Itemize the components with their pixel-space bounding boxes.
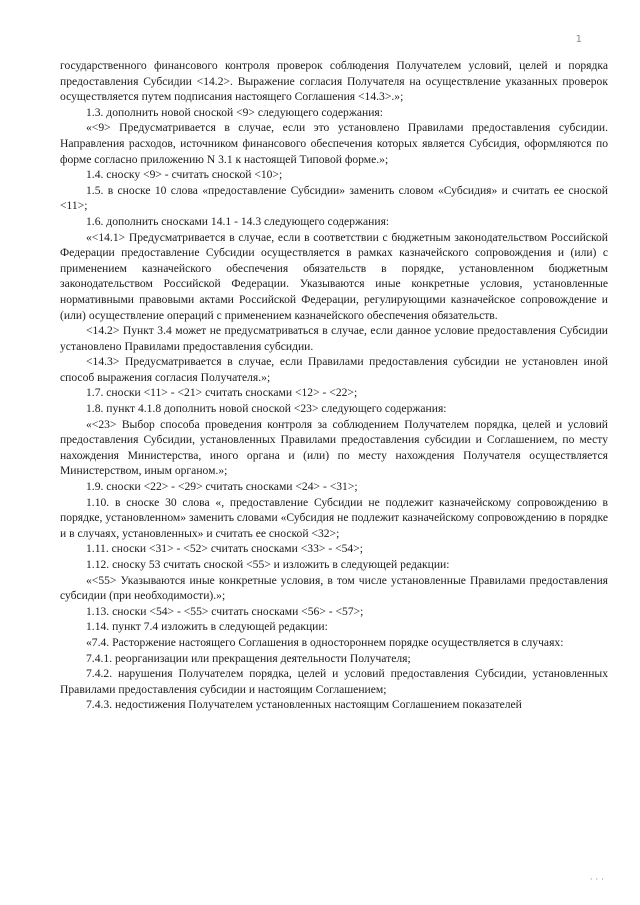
paragraph: 1.8. пункт 4.1.8 дополнить новой сноской <23> следующего содержания: xyxy=(86,402,447,416)
paragraph: 1.13. сноски <54> - <55> считать сносками <56> - <57>; xyxy=(86,604,364,618)
paragraph: «<14.1> Предусматривается в случае, если в соответствии с бюджетным законодательством Российской Федерации предоставление Субсидии осуществляется в рамках казначейского сопровождения и (или) с применением казначейского обеспечения обязательств в порядке, установленном бюджетным законодательством Российской Федерации. Указываются иные конкретные условия, установленные нормативными правовыми актами Российской Федерации, регулирующими казначейское сопровождение и (или) осуществление операций с применением казначейского обеспечения обязательств. xyxy=(60,230,608,322)
paragraph: 7.4.1. реорганизации или прекращения деятельности Получателя; xyxy=(86,651,411,665)
paragraph: «7.4. Расторжение настоящего Соглашения в одностороннем порядке осуществляется в случаях: xyxy=(86,635,564,649)
paragraph: 7.4.2. нарушения Получателем порядка, целей и условий предоставления Субсидии, установленных Правилами предоставления субсидии и настоящим Соглашением; xyxy=(60,667,608,696)
paragraph: 1.10. в сноске 30 слова «, предоставление Субсидии не подлежит казначейскому сопровождению в порядке, установленном» заменить словами «Субсидия не подлежит казначейскому сопровождению в порядке и в случаях, установленных» и считать ее сноской <32>; xyxy=(60,495,608,540)
paragraph: <14.3> Предусматривается в случае, если Правилами предоставления субсидии не установлен иной способ выражения согласия Получателя.»; xyxy=(60,355,608,384)
paragraph: 1.3. дополнить новой сноской <9> следующего содержания: xyxy=(86,105,383,119)
page-bottom-mark: · · · xyxy=(589,875,604,885)
paragraph: <14.2> Пункт 3.4 может не предусматриваться в случае, если данное условие предоставления Субсидии установлено Правилами предоставления субсидии. xyxy=(60,324,608,353)
paragraph: 1.7. сноски <11> - <21> считать сносками <12> - <22>; xyxy=(86,386,358,400)
paragraph: 1.12. сноску 53 считать сноской <55> и изложить в следующей редакции: xyxy=(86,558,450,571)
paragraph: «<55> Указываются иные конкретные условия, в том числе установленные Правилами предоставления субсидии (при необходимости).»; xyxy=(60,573,608,603)
page-corner-mark: 1 xyxy=(575,34,582,45)
paragraph: 1.9. сноски <22> - <29> считать сносками <24> - <31>; xyxy=(86,480,358,494)
paragraph: 1.4. сноску <9> - считать сноской <10>; xyxy=(86,168,283,182)
paragraph: государственного финансового контроля проверок соблюдения Получателем условий, целей и порядка предоставления Субсидии <14.2>. Выражение согласия Получателя на осуществление указанных проверок осуществляется путем подписания настоящего Соглашения <14.3>.»; xyxy=(60,59,608,104)
paragraph: «<23> Выбор способа проведения контроля за соблюдением Получателем порядка, целей и условий предоставления Субсидии, установленных Правилами предоставления субсидии и Соглашением, по месту нахождения Министерства, иного органа и (или) по месту нахождения Получателя осуществляется Министерством, иным органом.»; xyxy=(60,417,608,478)
paragraph: 1.5. в сноске 10 слова «предоставление Субсидии» заменить словом «Субсидия» и считать ее сноской <11>; xyxy=(60,183,608,213)
paragraph: 7.4.3. недостижения Получателем установленных настоящим Соглашением показателей xyxy=(86,698,522,712)
paragraph: 1.6. дополнить сносками 14.1 - 14.3 следующего содержания: xyxy=(86,214,390,228)
paragraph: 1.11. сноски <31> - <52> считать сносками <33> - <54>; xyxy=(86,542,363,556)
paragraph: 1.14. пункт 7.4 изложить в следующей редакции: xyxy=(86,620,328,634)
paragraph: «<9> Предусматривается в случае, если это установлено Правилами предоставления субсидии. Направления расходов, источником финансового обеспечения которых является Субсидия, оформляются по форме согласно приложению N 3.1 к настоящей Типовой форме.»; xyxy=(60,121,608,166)
document-body xyxy=(60,58,608,713)
